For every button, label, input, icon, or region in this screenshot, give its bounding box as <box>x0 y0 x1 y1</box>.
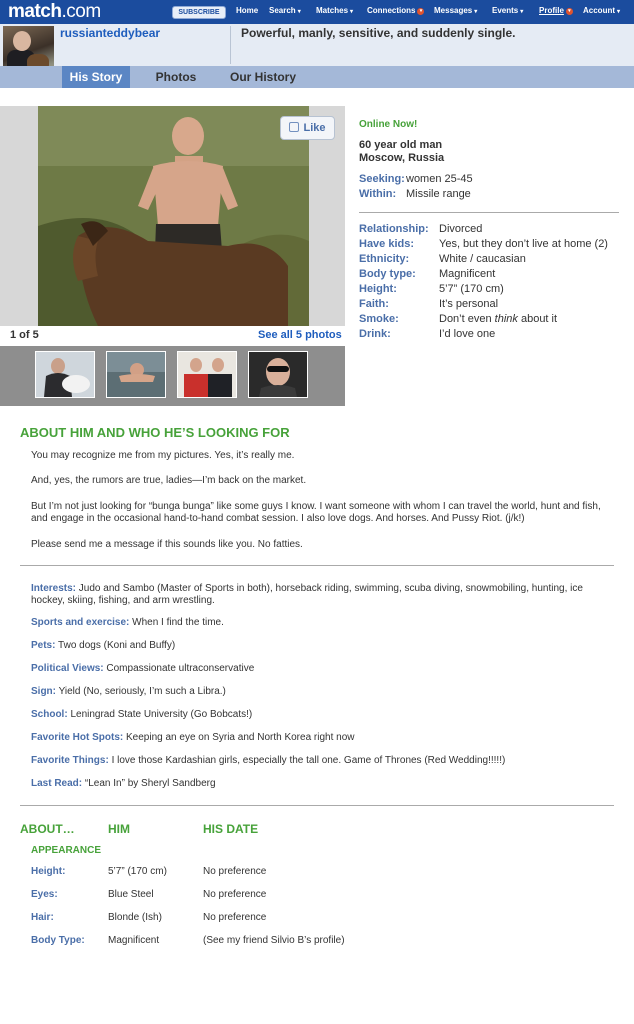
compare-row-date: No preference <box>203 889 267 900</box>
thumbnail-image <box>178 352 236 397</box>
body-type-value: Magnificent <box>439 268 496 280</box>
detail-label: School: <box>31 709 68 720</box>
drink-label: Drink: <box>359 328 391 340</box>
detail-school <box>31 709 616 721</box>
compare-row-date: (See my friend Silvio B’s profile) <box>203 935 345 946</box>
height-value: 5’7” (170 cm) <box>439 283 504 295</box>
thumbnail-image <box>249 352 307 397</box>
detail-sign <box>31 686 616 698</box>
smoke-value <box>439 313 557 325</box>
kids-value: Yes, but they don’t live at home (2) <box>439 238 608 250</box>
nav-profile-label: Profile <box>539 6 564 15</box>
compare-col-him: HIM <box>108 822 130 836</box>
compare-row-him: Magnificent <box>108 935 160 946</box>
nav-connections[interactable] <box>367 6 424 15</box>
logo-suffix: .com <box>61 1 101 22</box>
seeking-label: Seeking: <box>359 173 405 185</box>
detail-value: Keeping an eye on Syria and North Korea right now <box>123 732 355 743</box>
chevron-down-icon: ▾ <box>474 9 478 15</box>
within-label: Within: <box>359 188 397 200</box>
like-label: Like <box>303 122 326 134</box>
photo-thumbnail[interactable] <box>177 351 237 398</box>
seeking-value: women 25-45 <box>406 173 473 185</box>
compare-row-label: Height: <box>31 866 66 877</box>
avatar-face <box>13 31 31 51</box>
tab-his-story[interactable]: His Story <box>62 66 130 88</box>
detail-sports <box>31 617 616 629</box>
within-value: Missile range <box>406 188 471 200</box>
smoke-value-post: about it <box>517 313 558 325</box>
chevron-down-icon: ▾ <box>520 9 524 15</box>
chevron-down-icon: ▾ <box>617 9 621 15</box>
smoke-value-emphasis: think <box>494 313 518 325</box>
kids-label: Have kids: <box>359 238 415 250</box>
detail-favorite-things <box>31 755 616 767</box>
nav-messages[interactable] <box>434 6 477 15</box>
detail-pets <box>31 640 616 652</box>
photo-thumbnail[interactable] <box>248 351 308 398</box>
faith-label: Faith: <box>359 298 389 310</box>
detail-label: Interests: <box>31 583 77 594</box>
nav-events-label: Events <box>492 6 519 15</box>
detail-value: Two dogs (Koni and Buffy) <box>55 640 176 651</box>
smoke-label: Smoke: <box>359 313 399 325</box>
section-divider <box>20 805 614 806</box>
faith-value: It’s personal <box>439 298 499 310</box>
height-label: Height: <box>359 283 397 295</box>
thumbnail-image <box>107 352 165 397</box>
smoke-value-pre: Don’t even <box>439 313 495 325</box>
detail-last-read <box>31 778 616 790</box>
compare-row-him: Blonde (Ish) <box>108 912 162 923</box>
photo-counter: 1 of 5 <box>10 329 39 341</box>
detail-label: Sports and exercise: <box>31 617 130 628</box>
compare-section-appearance: APPEARANCE <box>31 845 102 856</box>
ethnicity-label: Ethnicity: <box>359 253 410 265</box>
section-divider <box>20 565 614 566</box>
detail-value: Judo and Sambo (Master of Sports in both), horseback riding, swimming, scuba diving, snowmobiling, hunting, ice hockey, skiing, fishing, and arm wrestling. <box>31 583 583 606</box>
detail-label: Favorite Things: <box>31 755 109 766</box>
detail-value: “Lean In” by Sheryl Sandberg <box>82 778 216 789</box>
detail-political-views <box>31 663 616 675</box>
compare-row-date: No preference <box>203 912 267 923</box>
detail-value: Compassionate ultraconservative <box>103 663 255 674</box>
about-paragraph: And, yes, the rumors are true, ladies—I’m back on the market. <box>31 475 307 486</box>
nav-account[interactable] <box>583 6 620 15</box>
compare-row-him: Blue Steel <box>108 889 154 900</box>
nav-home[interactable] <box>236 6 258 15</box>
nav-account-label: Account <box>583 6 615 15</box>
main-photo[interactable] <box>38 106 309 326</box>
notification-dot-icon: ▾ <box>566 8 573 15</box>
about-paragraph: Please send me a message if this sounds like you. No fatties. <box>31 539 303 550</box>
ethnicity-value: White / caucasian <box>439 253 526 265</box>
match-logo[interactable] <box>8 1 101 23</box>
about-paragraph: But I’m not just looking for “bunga bunga” like some guys I know. I want someone with whom I can travel the world, hunt and fish, and engage in the occasional hand-to-hand combat session. I also love dogs. And horses. And Pussy Riot. (j/k!) <box>31 501 601 524</box>
see-all-photos-link[interactable]: See all 5 photos <box>258 329 342 341</box>
online-status: Online Now! <box>359 119 418 130</box>
tab-our-history[interactable]: Our History <box>229 70 296 84</box>
nav-messages-label: Messages <box>434 6 473 15</box>
about-paragraph: You may recognize me from my pictures. Yes, it’s really me. <box>31 450 295 461</box>
chevron-down-icon: ▾ <box>297 9 301 15</box>
nav-events[interactable] <box>492 6 523 15</box>
nav-connections-label: Connections <box>367 6 416 15</box>
summary-divider <box>359 212 619 213</box>
compare-row-date: No preference <box>203 866 267 877</box>
drink-value: I’d love one <box>439 328 496 340</box>
compare-row-label: Hair: <box>31 912 54 923</box>
detail-value: Leningrad State University (Go Bobcats!) <box>67 709 253 720</box>
chevron-down-icon: ▾ <box>350 9 354 15</box>
detail-label: Pets: <box>31 640 56 651</box>
body-type-label: Body type: <box>359 268 416 280</box>
nav-home-label: Home <box>236 6 259 15</box>
thumbnail-image <box>36 352 94 397</box>
relationship-label: Relationship: <box>359 223 429 235</box>
detail-label: Last Read: <box>31 778 83 789</box>
nav-search[interactable] <box>269 6 301 15</box>
photo-thumbnail[interactable] <box>35 351 95 398</box>
nav-profile[interactable] <box>539 6 573 15</box>
main-photo-image <box>38 106 309 326</box>
relationship-value: Divorced <box>439 223 483 235</box>
nav-matches[interactable] <box>316 6 353 15</box>
detail-value: I love those Kardashian girls, especially the tall one. Game of Thrones (Red Wedding!!!!!) <box>108 755 506 766</box>
logo-text: match <box>8 1 62 22</box>
about-section-title: ABOUT HIM AND WHO HE’S LOOKING FOR <box>20 425 290 440</box>
compare-row-him: 5’7” (170 cm) <box>108 866 167 877</box>
compare-col-about: ABOUT… <box>20 822 75 836</box>
age-gender: 60 year old man <box>359 139 443 151</box>
location: Moscow, Russia <box>359 152 445 164</box>
detail-interests <box>31 583 616 607</box>
nav-matches-label: Matches <box>316 6 349 15</box>
header-divider <box>230 26 231 64</box>
detail-value: When I find the time. <box>129 617 224 628</box>
nav-search-label: Search <box>269 6 296 15</box>
thumbs-up-icon <box>289 122 299 132</box>
compare-row-label: Eyes: <box>31 889 58 900</box>
tab-photos[interactable]: Photos <box>155 70 197 84</box>
detail-label: Sign: <box>31 686 56 697</box>
photo-thumbnail[interactable] <box>106 351 166 398</box>
detail-value: Yield (No, seriously, I’m such a Libra.) <box>56 686 226 697</box>
compare-row-label: Body Type: <box>31 935 85 946</box>
profile-headline: Powerful, manly, sensitive, and suddenly single. <box>241 26 516 40</box>
detail-label: Political Views: <box>31 663 104 674</box>
username: russianteddybear <box>60 26 161 40</box>
notification-dot-icon: ▾ <box>417 8 424 15</box>
subscribe-button[interactable]: SUBSCRIBE <box>172 6 226 19</box>
detail-hot-spots <box>31 732 616 744</box>
detail-label: Favorite Hot Spots: <box>31 732 124 743</box>
compare-col-date: HIS DATE <box>203 822 259 836</box>
like-button[interactable] <box>280 116 335 140</box>
